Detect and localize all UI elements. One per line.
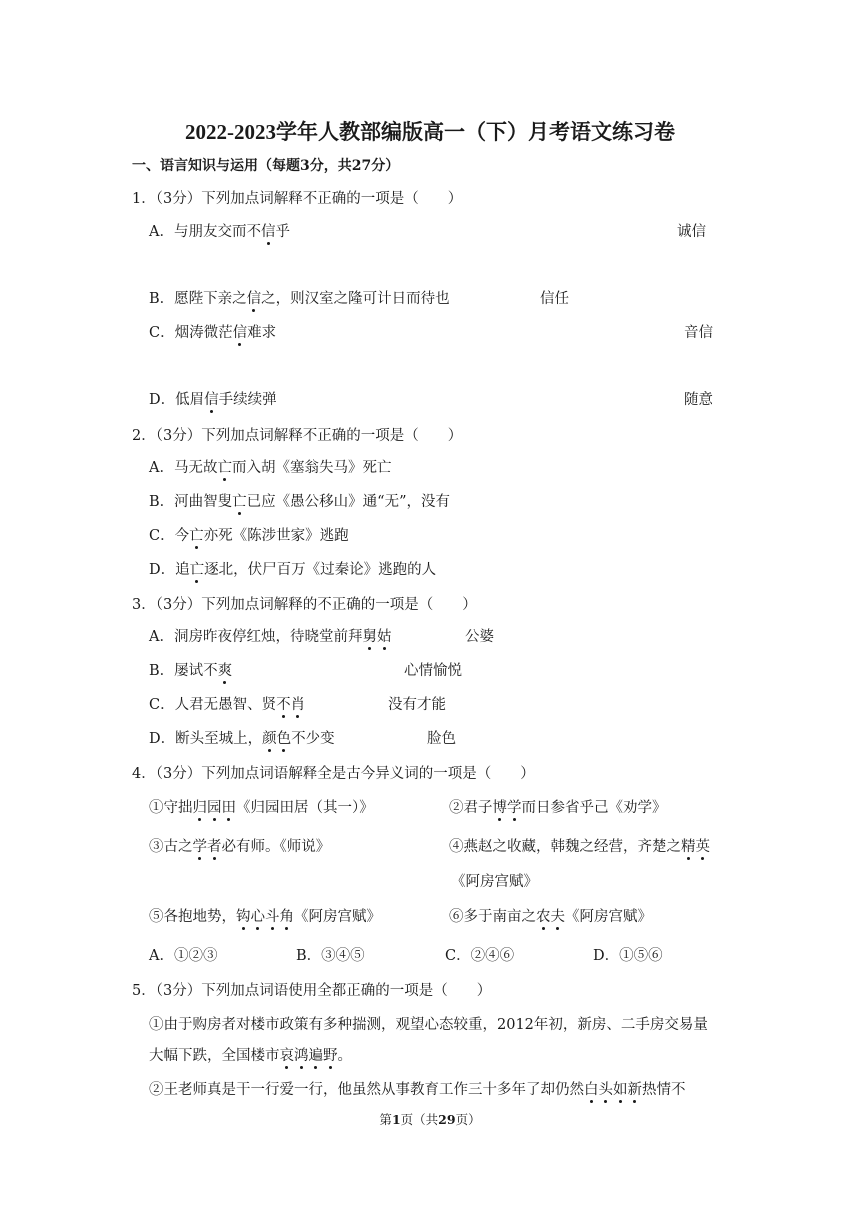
question-5-stem: 5．（3分）下列加点词语使用全都正确的一项是（ ） xyxy=(132,983,492,999)
question-5-item-1-line-1: ①由于购房者对楼市政策有多种揣测，观望心态较重，2012年初，新房、二手房交易量 xyxy=(149,1017,708,1033)
question-1-option-b[interactable]: B．愿陛下亲之信之，则汉室之隆可计日而待也 xyxy=(149,291,450,307)
question-4-option-a[interactable]: A．①②③ xyxy=(149,948,218,964)
section-heading: 一、语言知识与运用（每题3分，共27分） xyxy=(132,158,400,174)
question-5-item-2-line-1: ②王老师真是干一行爱一行，他虽然从事教育工作三十多年了却仍然白头如新热情不 xyxy=(149,1082,686,1098)
question-4-stem: 4．（3分）下列加点词语解释全是古今异义词的一项是（ ） xyxy=(132,766,535,782)
question-4-item-2: ②君子博学而日参省乎己《劝学》 xyxy=(449,800,667,816)
question-3-option-a[interactable]: A．洞房昨夜停红烛，待晓堂前拜舅姑 xyxy=(149,629,392,645)
question-3-option-c-gloss: 没有才能 xyxy=(388,697,446,713)
question-2-option-d[interactable]: D．追亡逐北，伏尸百万《过秦论》逃跑的人 xyxy=(149,562,437,578)
question-2-option-b[interactable]: B．河曲智叟亡已应《愚公移山》通“无”，没有 xyxy=(149,494,450,510)
question-3-option-c[interactable]: C．人君无愚智、贤不肖 xyxy=(149,697,306,713)
page-title: 2022-2023学年人教部编版高一（下）月考语文练习卷 xyxy=(185,120,675,144)
question-4-item-1: ①守拙归园田《归园田居（其一）》 xyxy=(149,800,374,816)
question-4-option-c[interactable]: C．②④⑥ xyxy=(445,948,515,964)
question-1-option-c-gloss: 音信 xyxy=(684,325,713,341)
question-1-stem: 1．（3分）下列加点词解释不正确的一项是（ ） xyxy=(132,191,463,207)
question-2-option-a[interactable]: A．马无故亡而入胡《塞翁失马》死亡 xyxy=(149,460,392,476)
question-2-stem: 2．（3分）下列加点词解释不正确的一项是（ ） xyxy=(132,428,463,444)
page-total: 29 xyxy=(438,1112,456,1127)
question-4-option-b[interactable]: B．③④⑤ xyxy=(296,948,365,964)
question-4-option-d[interactable]: D．①⑤⑥ xyxy=(593,948,663,964)
page-number: 1 xyxy=(391,1112,401,1127)
question-4-item-4-source: 《阿房宫赋》 xyxy=(451,874,538,890)
question-1-option-a[interactable]: A．与朋友交而不信乎 xyxy=(149,224,290,240)
question-3-option-d-gloss: 脸色 xyxy=(427,731,456,747)
question-1-option-c[interactable]: C．烟涛微茫信难求 xyxy=(149,325,277,341)
question-1-option-d[interactable]: D．低眉信手续续弹 xyxy=(149,392,277,408)
question-2-option-c[interactable]: C．今亡亦死《陈涉世家》逃跑 xyxy=(149,528,349,544)
question-4-item-5: ⑤各抱地势，钩心斗角《阿房宫赋》 xyxy=(149,909,381,925)
question-1-option-a-gloss: 诚信 xyxy=(677,224,706,240)
question-3-option-b-gloss: 心情愉悦 xyxy=(404,663,462,679)
question-3-option-d[interactable]: D．断头至城上，颜色不少变 xyxy=(149,731,335,747)
question-3-option-a-gloss: 公婆 xyxy=(465,629,494,645)
question-4-item-3: ③古之学者必有师。《师说》 xyxy=(149,839,331,855)
question-5-item-1-line-2: 大幅下跌，全国楼市哀鸿遍野。 xyxy=(149,1048,352,1064)
page-footer: 第1页（共29页） xyxy=(379,1112,481,1127)
question-1-option-d-gloss: 随意 xyxy=(684,392,713,408)
question-3-stem: 3．（3分）下列加点词解释的不正确的一项是（ ） xyxy=(132,597,477,613)
question-4-item-4: ④燕赵之收藏，韩魏之经营，齐楚之精英 xyxy=(449,839,710,855)
question-4-item-6: ⑥多于南亩之农夫《阿房宫赋》 xyxy=(449,909,652,925)
question-3-option-b[interactable]: B．屡试不爽 xyxy=(149,663,233,679)
question-1-option-b-gloss: 信任 xyxy=(540,291,569,307)
